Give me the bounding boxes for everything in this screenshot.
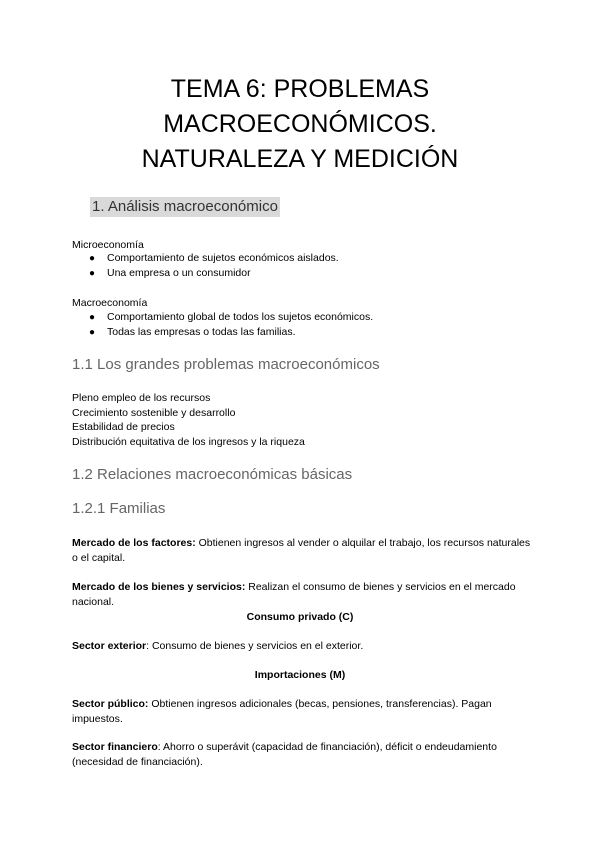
section-heading-analisis: 1. Análisis macroeconómico: [92, 198, 278, 215]
list-item: ● Comportamiento global de todos los sujetos económicos.: [89, 311, 374, 323]
list-item: Crecimiento sostenible y desarrollo: [72, 406, 236, 419]
paragraph-mercado-bienes: Mercado de los bienes y servicios: Realizan el consumo de bienes y servicios en el mercado nacional.: [72, 581, 516, 608]
bullet-icon: ●: [89, 253, 96, 264]
section-heading-grandes-problemas: 1.1 Los grandes problemas macroeconómicos: [72, 356, 380, 373]
importaciones-label: Importaciones (M): [254, 669, 346, 681]
title-line: TEMA 6: PROBLEMAS: [170, 75, 430, 103]
list-item: ● Todas las empresas o todas las familias.: [89, 326, 296, 338]
consumo-privado-label: Consumo privado (C): [246, 611, 354, 623]
bullet-icon: ●: [89, 312, 96, 323]
paragraph-sector-exterior: Sector exterior: Consumo de bienes y servicios en el exterior.: [72, 640, 364, 652]
macro-label: Macroeconomía: [72, 297, 148, 309]
list-item: Estabilidad de precios: [72, 421, 175, 433]
title-line: MACROECONÓMICOS.: [163, 110, 437, 138]
document-title: [0, 72, 600, 177]
paragraph-sector-financiero: Sector financiero: Ahorro o superávit (capacidad de financiación), déficit o endeudamiento (necesidad de financiación).: [72, 741, 497, 768]
list-item: ● Una empresa o un consumidor: [89, 267, 251, 279]
micro-label: Microeconomía: [72, 239, 144, 251]
section-heading-relaciones: 1.2 Relaciones macroeconómicas básicas: [72, 466, 353, 483]
macro-list: [72, 310, 373, 340]
section-heading-familias: 1.2.1 Familias: [72, 500, 166, 517]
list-item: Pleno empleo de los recursos: [72, 392, 211, 404]
list-item: Distribución equitativa de los ingresos y la riqueza: [72, 435, 305, 448]
bullet-icon: ●: [89, 268, 96, 279]
list-item: ● Comportamiento de sujetos económicos aislados.: [89, 252, 339, 264]
paragraph-sector-publico: Sector público: Obtienen ingresos adicionales (becas, pensiones, transferencias). Pagan impuestos.: [72, 698, 492, 725]
bullet-icon: ●: [89, 327, 96, 338]
paragraph-mercado-factores: Mercado de los factores: Obtienen ingresos al vender o alquilar el trabajo, los recursos naturales o el capital.: [72, 537, 531, 564]
problems-list: [72, 391, 305, 449]
title-line: NATURALEZA Y MEDICIÓN: [141, 145, 459, 173]
micro-list: [72, 251, 339, 281]
